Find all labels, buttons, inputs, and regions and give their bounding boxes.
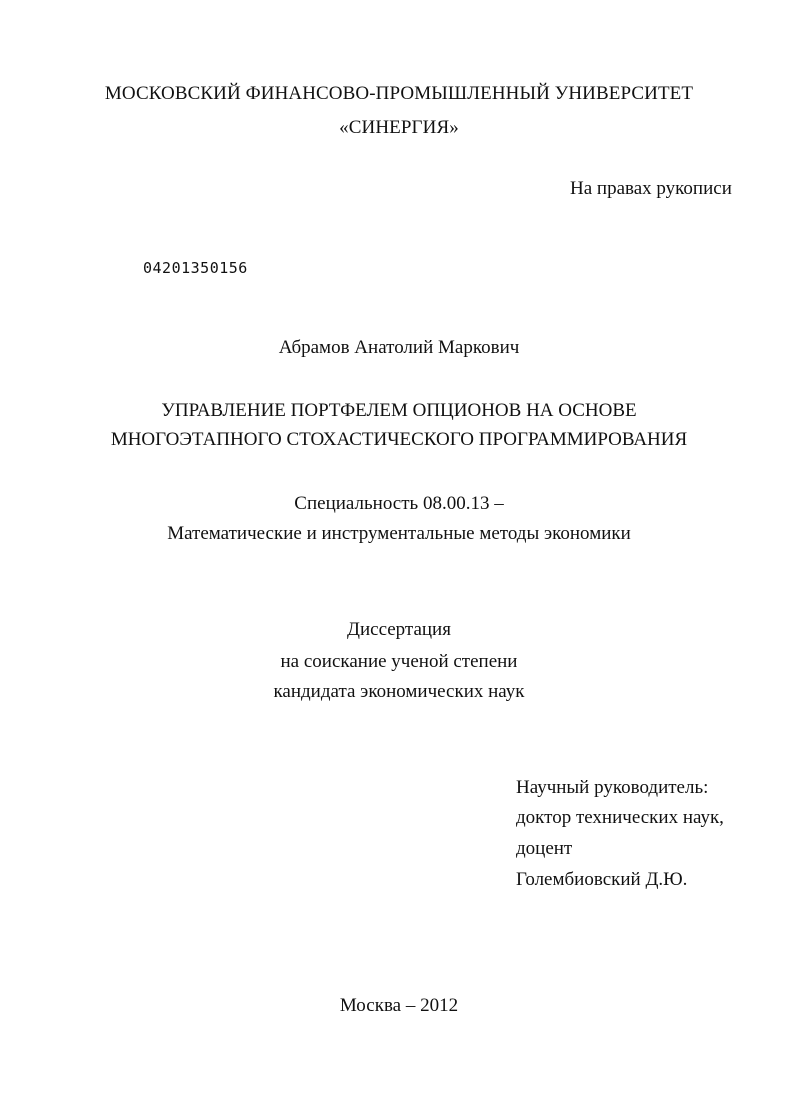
- dissertation-title-line2: МНОГОЭТАПНОГО СТОХАСТИЧЕСКОГО ПРОГРАММИРОВАНИЯ: [110, 429, 688, 450]
- degree-name: кандидата экономических наук: [273, 681, 525, 702]
- author-name: Абрамов Анатолий Маркович: [278, 337, 520, 358]
- supervisor-label: Научный руководитель:: [516, 777, 709, 798]
- university-name-line1: МОСКОВСКИЙ ФИНАНСОВО-ПРОМЫШЛЕННЫЙ УНИВЕРСИТЕТ: [104, 83, 694, 104]
- specialty-name: Математические и инструментальные методы экономики: [167, 523, 631, 544]
- supervisor-name: Голембиовский Д.Ю.: [516, 869, 688, 890]
- specialty-code: Специальность 08.00.13 –: [294, 493, 504, 514]
- supervisor-degree: доктор технических наук,: [516, 807, 724, 828]
- university-name-line2: «СИНЕРГИЯ»: [339, 117, 459, 138]
- registration-number: 04201350156: [143, 259, 248, 277]
- city-year: Москва – 2012: [339, 995, 459, 1016]
- manuscript-rights: На правах рукописи: [570, 178, 732, 199]
- supervisor-rank: доцент: [516, 838, 573, 859]
- document-type: Диссертация: [347, 619, 451, 640]
- degree-purpose: на соискание ученой степени: [280, 651, 518, 672]
- dissertation-title-line1: УПРАВЛЕНИЕ ПОРТФЕЛЕМ ОПЦИОНОВ НА ОСНОВЕ: [161, 400, 637, 421]
